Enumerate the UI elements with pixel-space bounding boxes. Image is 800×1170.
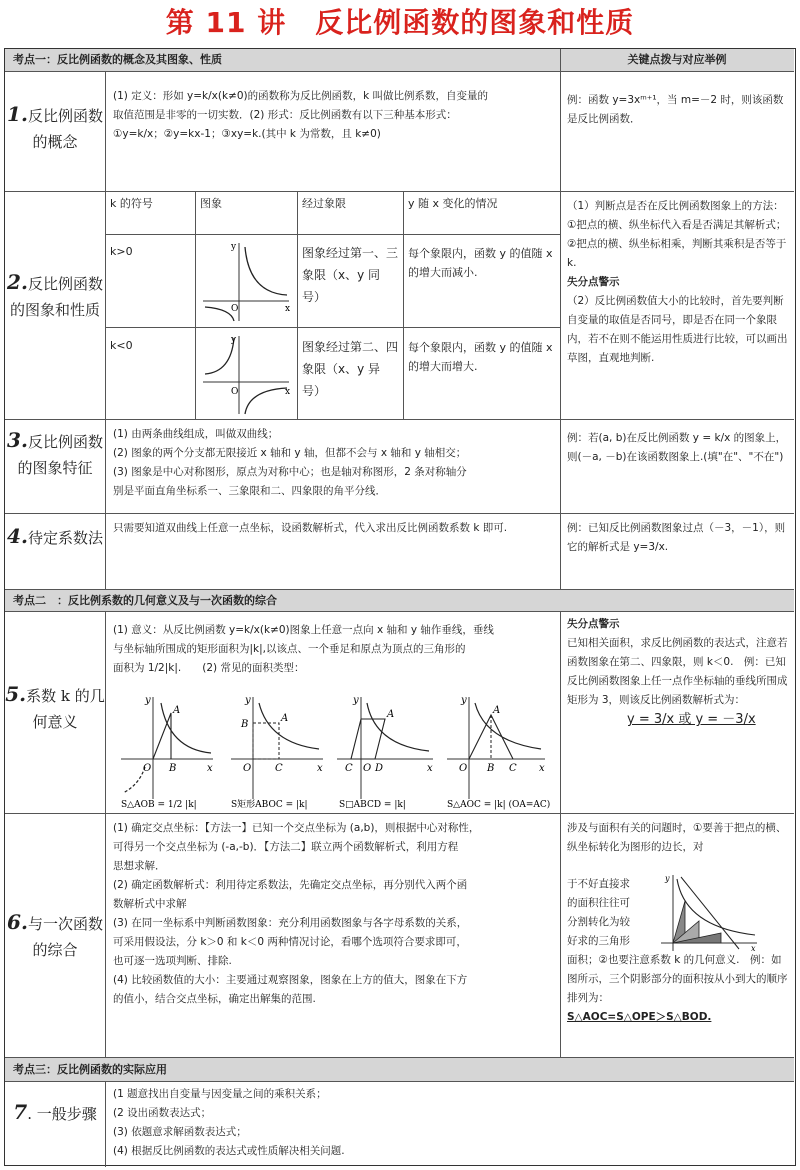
svg-text:S△AOC = |k| (OA=AC): S△AOC = |k| (OA=AC) [447, 800, 551, 810]
svg-text:A: A [281, 713, 289, 724]
page-title: 第 11 讲 反比例函数的图象和性质 [165, 6, 635, 39]
shaded-areas-figure [651, 871, 761, 953]
svg-text:x: x [285, 304, 291, 314]
section-band-3: 考点三：反比例函数的实际应用 [5, 1058, 794, 1081]
figure-rectangle-aboc [231, 695, 323, 810]
svg-text:O: O [231, 387, 239, 397]
svg-text:y: y [461, 695, 467, 706]
figure-triangle-aob [121, 695, 213, 810]
figure-triangle-aoc [447, 695, 550, 810]
section-6-methods: (1) 确定交点坐标：【方法一】已知一个交点坐标为 (a,b)，则根据中心对称性， 可得另一个交点坐标为 (-a,-b)．【方法二】联立两个函数解析式，利用方程 思想求解． (2) 确定函数解析式：利用待定系数法，先确定交点坐标，再分别代入两个函 数解析式中求解 (3) 在同一坐标系中判断函数图象：充分利用函数图象与各字母系数的关系， 可采用假设法，分 k＞0 和 k＜0 两种情况讨论，看哪个选项符合要求即可， 也可逐一选项判断、排除. (4) 比较函数值的大小：主要通过观察图象，图象在上方的值大，图象在下方 的值小，结合交点坐标，确定出解集的范围. [113, 822, 480, 1005]
svg-text:S□ABCD = |k|: S□ABCD = |k| [339, 800, 406, 810]
row1-quadrants: 图象经过第一、三象限（x、y 同号） [302, 246, 399, 304]
svg-text:y: y [353, 695, 359, 706]
svg-text:y: y [245, 695, 251, 706]
svg-text:x: x [207, 763, 213, 774]
section-3-example: 例：若(a, b)在反比例函数 y = k/x 的图象上，则(－a, －b)在该函数图象上.(填"在"、"不在") [567, 432, 787, 463]
section-2-tip: （1）判断点是否在反比例函数图象上的方法：①把点的横、纵坐标代入看是否满足其解析式；②把点的横、纵坐标相乘，判断其乘积是否等于 k. 失分点警示 （2）反比例函数值大小的比较时，首先要判断自变量的取值是否同号，即是否在同一个象限内，若不在则不能运用性质进行比较，可以画出草图，直观地判断. [567, 200, 788, 364]
svg-text:D: D [375, 763, 384, 774]
graph-k-negative [197, 330, 295, 418]
svg-text:B: B [169, 763, 177, 774]
svg-text:O: O [363, 763, 372, 774]
header-graph: 图象 [200, 197, 222, 210]
svg-text:x: x [539, 763, 545, 774]
row1-trend: 每个象限内，函数 y 的值随 x 的增大而减小. [408, 247, 553, 279]
svg-text:O: O [243, 763, 252, 774]
figure-parallelogram-abcd [337, 695, 433, 810]
svg-text:A: A [173, 705, 181, 716]
svg-text:y: y [231, 335, 237, 345]
svg-text:O: O [143, 763, 152, 774]
area-types-figures [113, 689, 553, 811]
svg-text:C: C [509, 763, 517, 774]
graph-k-positive [197, 237, 295, 325]
row2-k: k<0 [110, 339, 133, 352]
section-6-label: 6.与一次函数的综合 [7, 910, 103, 959]
section-7-steps: (1 题意找出自变量与因变量之间的乘积关系； (2 设出函数表达式； (3) 依题意求解函数表达式； (4) 根据反比例函数的表达式或性质解决相关问题. [113, 1088, 345, 1157]
row2-trend: 每个象限内，函数 y 的值随 x 的增大而增大. [408, 341, 553, 373]
section-4-label: 4.待定系数法 [7, 524, 103, 548]
section-band-1: 考点一：反比例函数的概念及其图象、性质 [5, 49, 560, 71]
section-1-definition: (1) 定义：形如 y=k/x(k≠0)的函数称为反比例函数，k 叫做比例系数，自变量的 取值范围是非零的一切实数．(2) 形式：反比例函数有以下三种基本形式： ①y=k/x；②y=kx-1；③xy=k.(其中 k 为常数，且 k≠0) [113, 90, 489, 140]
svg-text:y: y [231, 242, 237, 252]
svg-text:x: x [427, 763, 433, 774]
row2-quadrants: 图象经过第二、四象限（x、y 异号） [302, 340, 399, 398]
svg-text:x: x [751, 944, 756, 953]
svg-text:S矩形ABOC = |k|: S矩形ABOC = |k| [231, 800, 308, 810]
section-7-label: 7. 一般步骤 [13, 1100, 97, 1124]
section-band-2: 考点二 ：反比例系数的几何意义及与一次函数的综合 [5, 590, 794, 611]
right-column-header: 关键点拨与对应举例 [560, 49, 794, 71]
svg-text:C: C [275, 763, 283, 774]
section-1-label: 1.反比例函数的概念 [7, 102, 103, 151]
svg-text:A: A [493, 705, 501, 716]
section-4-example: 例：已知反比例函数图象过点（－3，－1），则它的解析式是 y=3/x. [567, 522, 786, 553]
svg-text:A: A [387, 709, 395, 720]
summary-table [4, 48, 796, 1166]
header-quadrants: 经过象限 [302, 197, 346, 210]
svg-text:O: O [459, 763, 468, 774]
row1-k: k>0 [110, 245, 133, 258]
header-trend: y 随 x 变化的情况 [408, 197, 498, 210]
section-5-label: 5.系数 k 的几何意义 [5, 682, 105, 731]
section-5-meaning: (1) 意义：从反比例函数 y=k/x(k≠0)图象上任意一点向 x 轴和 y 轴作垂线，垂线 与坐标轴所围成的矩形面积为|k|,以该点、一个垂足和原点为顶点的三角形的 面积为 1/2|k|. (2) 常见的面积类型： [113, 624, 494, 674]
section-4-method: 只需要知道双曲线上任意一点坐标，设函数解析式，代入求出反比例函数系数 k 即可. [113, 522, 508, 534]
section-6-tip-side: 于不好直接求 的面积往往可 分割转化为较 好求的三角形 [567, 878, 630, 947]
svg-text:B: B [241, 719, 249, 730]
header-k-sign: k 的符号 [110, 197, 153, 210]
section-2-label: 2.反比例函数的图象和性质 [7, 270, 103, 319]
svg-text:x: x [285, 387, 291, 397]
svg-text:O: O [231, 304, 239, 314]
section-3-features: (1) 由两条曲线组成，叫做双曲线； (2) 图象的两个分支都无限接近 x 轴和 y 轴，但都不会与 x 轴和 y 轴相交； (3) 图象是中心对称图形，原点为对称中心；也是轴对称图形，2 条对称轴分 别是平面直角坐标系一、三象限和二、四象限的角平分线． [113, 428, 467, 497]
svg-text:y: y [145, 695, 151, 706]
section-1-example: 例：函数 y=3xᵐ⁺¹，当 m=－2 时，则该函数是反比例函数． [567, 94, 784, 125]
svg-text:x: x [317, 763, 323, 774]
svg-text:B: B [487, 763, 495, 774]
svg-text:C: C [345, 763, 353, 774]
section-3-label: 3.反比例函数的图象特征 [7, 428, 103, 477]
section-6-tip-top: 涉及与面积有关的问题时，①要善于把点的横、纵坐标转化为图形的边长，对 [567, 822, 787, 853]
svg-text:S△AOB = 1/2 |k|: S△AOB = 1/2 |k| [121, 800, 197, 810]
section-6-tip-bottom: 面积；②也要注意系数 k 的几何意义. 例：如图所示，三个阴影部分的面积按从小到大的顺序排列为： S△AOC=S△OPE＞S△BOD. [567, 954, 788, 1023]
section-5-tip: 失分点警示 已知相关面积，求反比例函数的表达式，注意若函数图象在第二、四象限，则 k＜0. 例：已知反比例函数图象上任一点作坐标轴的垂线所围成矩形为 3，则该反比例函数解析式为： y = 3/x 或 y = －3/x [567, 618, 788, 727]
svg-text:y: y [665, 874, 670, 883]
